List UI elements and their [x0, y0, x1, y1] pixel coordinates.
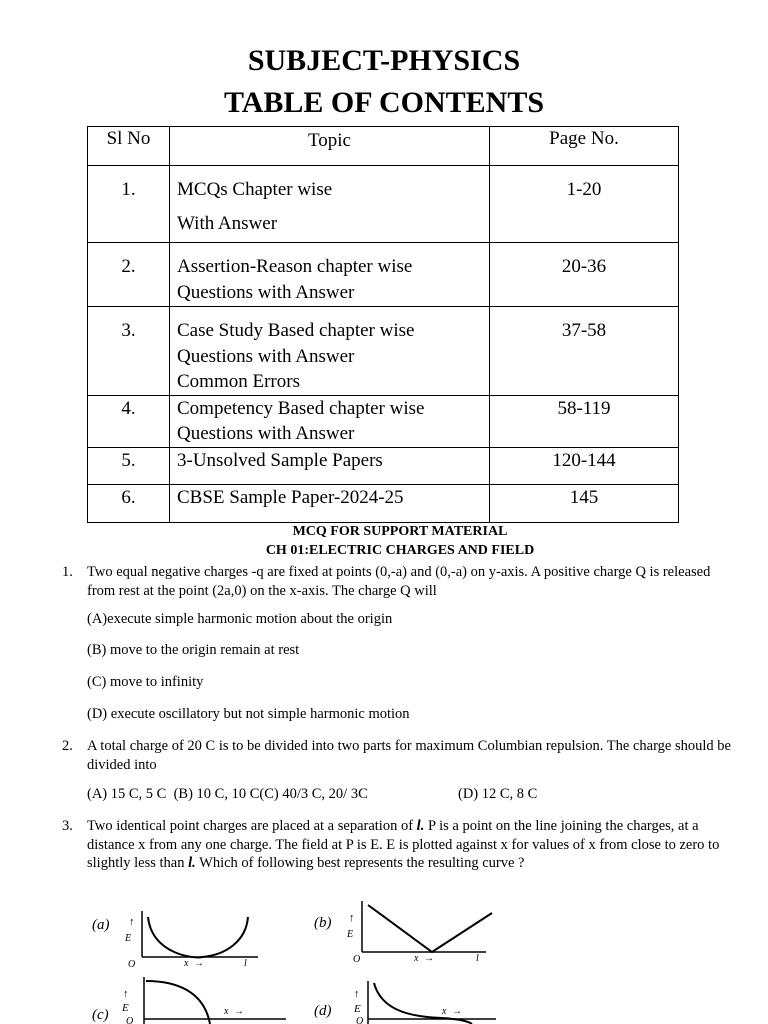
subject-title: SUBJECT-PHYSICS	[247, 44, 521, 77]
right-arrow-icon: →	[194, 958, 204, 969]
option-a: (A)execute simple harmonic motion about the origin	[87, 611, 393, 627]
toc-row-page: 1-20	[490, 166, 679, 243]
toc-row-no: 6.	[88, 484, 170, 522]
graph-b	[314, 901, 492, 965]
right-arrow-icon: →	[452, 1006, 462, 1017]
graph-c	[92, 977, 286, 1024]
toc-row-page: 20-36	[490, 243, 679, 307]
graph-b-label: (b)	[314, 915, 332, 931]
toc-topic-line: 3-Unsolved Sample Papers	[177, 449, 383, 471]
up-arrow-icon: ↑	[123, 988, 129, 1000]
toc-row	[88, 243, 679, 307]
option-d: (D) execute oscillatory but not simple harmonic motion	[87, 706, 410, 722]
toc-table	[87, 126, 679, 523]
end-label: l	[244, 958, 247, 969]
toc-row-topic	[170, 395, 490, 447]
toc-row-no: 5.	[88, 447, 170, 484]
toc-row-no: 2.	[88, 243, 170, 307]
graph-d	[314, 981, 496, 1024]
right-arrow-icon: →	[424, 953, 434, 964]
end-label: l	[476, 953, 479, 964]
question-text	[87, 817, 742, 873]
question-text-part: Two identical point charges are placed at a separation of	[87, 818, 417, 834]
question-3	[62, 817, 742, 873]
question-text-part: Which of following best represents the resulting curve ?	[195, 855, 525, 871]
toc-row	[88, 484, 679, 522]
toc-title: TABLE OF CONTENTS	[223, 86, 545, 119]
question-2	[62, 737, 742, 774]
chapter-heading: CH 01:ELECTRIC CHARGES AND FIELD	[265, 543, 535, 558]
toc-row-topic	[170, 166, 490, 243]
question-number: 3.	[62, 818, 73, 834]
axis-label-x: x	[442, 1006, 447, 1017]
section-heading: MCQ FOR SUPPORT MATERIAL	[292, 524, 508, 539]
option-c: (C) move to infinity	[87, 674, 204, 690]
up-arrow-icon: ↑	[129, 916, 135, 928]
origin-label: O	[128, 959, 136, 970]
toc-row	[88, 395, 679, 447]
question-text-part: P is a point on the line joining the charges, at a distance x from any one charge. The field at P is E. E is plotted against x for values of x from close to zero to slightly less than	[87, 818, 720, 871]
axis-label-e: E	[122, 1002, 129, 1014]
up-arrow-icon: ↑	[349, 912, 355, 924]
toc-row-topic	[170, 243, 490, 307]
toc-row-no: 4.	[88, 395, 170, 447]
toc-topic-line: Questions with Answer	[177, 281, 355, 303]
question-1	[62, 563, 742, 600]
axis-label-x: x	[184, 958, 189, 969]
right-arrow-icon: →	[234, 1006, 244, 1017]
toc-topic-line: Questions with Answer	[177, 345, 355, 367]
axis-label-e: E	[125, 933, 132, 944]
axis-label-e: E	[347, 929, 354, 940]
axis-label-x: x	[414, 953, 419, 964]
toc-col-topic: Topic	[170, 127, 490, 166]
toc-row-topic	[170, 484, 490, 522]
toc-topic-line: MCQs Chapter wise	[177, 179, 333, 200]
toc-topic-line: Assertion-Reason chapter wise	[177, 256, 413, 277]
toc-col-slno: Sl No	[88, 127, 170, 166]
toc-row-page: 37-58	[490, 307, 679, 396]
options-a-c: (A) 15 C, 5 C (B) 10 C, 10 C(C) 40/3 C, 20/ 3C	[87, 786, 368, 802]
up-arrow-icon: ↑	[354, 988, 360, 1000]
toc-row	[88, 166, 679, 243]
graph-d-label: (d)	[314, 1003, 332, 1019]
origin-label: O	[126, 1016, 134, 1024]
toc-row-page: 145	[490, 484, 679, 522]
axis-label-x: x	[224, 1006, 229, 1017]
figure-graphs	[86, 895, 686, 1024]
toc-topic-line: Questions with Answer	[177, 423, 355, 444]
question-number: 1.	[62, 564, 73, 580]
toc-row	[88, 447, 679, 484]
graph-c-label: (c)	[92, 1007, 109, 1023]
question-number: 2.	[62, 738, 73, 754]
toc-topic-line: With Answer	[177, 213, 278, 234]
toc-row-page: 58-119	[490, 395, 679, 447]
toc-row-no: 3.	[88, 307, 170, 396]
toc-row-topic	[170, 307, 490, 396]
toc-row	[88, 307, 679, 396]
toc-col-page: Page No.	[490, 127, 679, 166]
origin-label: O	[353, 954, 361, 965]
toc-row-no: 1.	[88, 166, 170, 243]
toc-row-topic	[170, 447, 490, 484]
symbol-l: l.	[416, 818, 425, 834]
graph-a-label: (a)	[92, 917, 110, 933]
toc-topic-line: Case Study Based chapter wise	[177, 320, 415, 341]
toc-header-row	[88, 127, 679, 166]
origin-label: O	[356, 1016, 364, 1024]
axis-label-e: E	[354, 1003, 361, 1015]
toc-row-page: 120-144	[490, 447, 679, 484]
question-text: Two equal negative charges -q are fixed at points (0,-a) and (0,-a) on y-axis. A positive charge Q is released from rest at the point (2a,0) on the x-axis. The charge Q will	[87, 564, 711, 599]
toc-topic-line: CBSE Sample Paper-2024-25	[177, 486, 404, 508]
toc-topic-line: Competency Based chapter wise	[177, 397, 425, 419]
toc-topic-line: Common Errors	[177, 371, 300, 392]
symbol-l: l.	[188, 855, 196, 871]
option-d: (D) 12 C, 8 C	[458, 786, 538, 802]
graph-a	[92, 911, 258, 970]
question-text: A total charge of 20 C is to be divided into two parts for maximum Columbian repulsion. The charge should be divided into	[87, 738, 731, 773]
option-b: (B) move to the origin remain at rest	[87, 642, 300, 658]
